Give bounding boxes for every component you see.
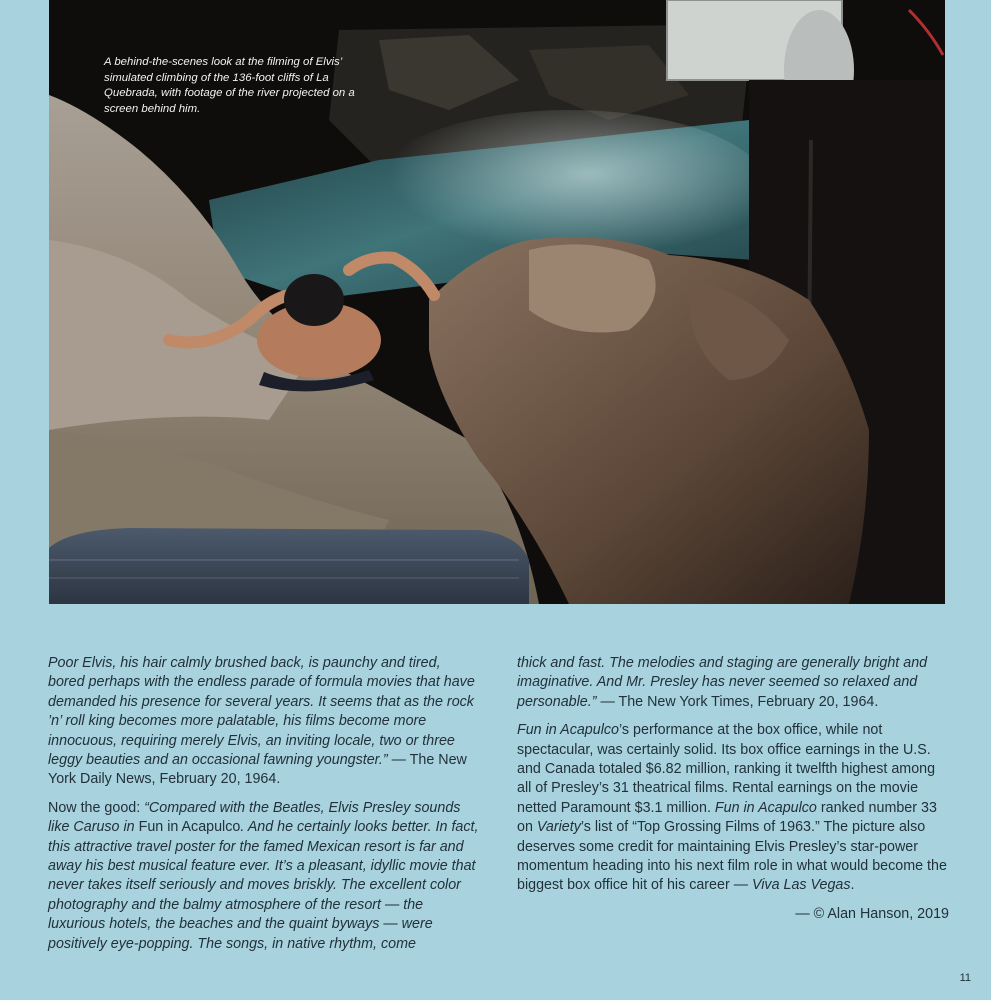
times-quote-part-b: . And he certainly looks better. In fact, this attractive travel poster for the famed Mexican resort is far and away his best musical feature ever. It’s a pleasant, idyllic movie that never takes itself seriously and moves briskly. The excellent color photography and the balmy atmosphere of the resort — the luxurious hotels, the beaches and the quaint byways — were positively eye-popping. The songs, in native rhythm, come xyxy=(48,819,479,952)
magazine-title: Variety xyxy=(536,819,581,836)
film-title-a: Fun in Acapulco xyxy=(517,722,619,739)
left-paragraph-1 xyxy=(48,654,480,790)
film-title-c: Viva Las Vegas xyxy=(751,877,851,894)
photo-caption: A behind-the-scenes look at the filming of Elvis’ simulated climbing of the 136-foot cliffs of La Quebrada, with footage of the river projected on a screen behind him. xyxy=(104,56,355,115)
box-office-text-c: ’s list of “Top Grossing Films of 1963.” The picture also deserves some credit for maintaining Elvis Presley’s star-power momentum heading into his next film role in what would become the biggest box office hit of his career — xyxy=(517,819,947,894)
box-office-text-a: ’s performance at the box office, while not spectacular, was certainly solid. Its box office earnings in the U.S. and Canada totaled $6.82 million, ranking it twelfth highest among all of Presley’s 31 theatrical films. Rental earnings on the movie netted Paramount $3.1 million. xyxy=(517,722,936,816)
times-source: — The New York Times, February 20, 1964. xyxy=(596,693,879,710)
article-column-right xyxy=(517,654,949,933)
daily-news-source: — The New York Daily News, February 20, 1964. xyxy=(48,752,467,788)
daily-news-quote: Poor Elvis, his hair calmly brushed back, is paunchy and tired, bored perhaps with the endless parade of formula movies that have demanded his presence for several years. It seems that as the rock ’n’ roll king becomes more palatable, his films become more innocuous, requiring merely Elvis, an inviting locale, two or three leggy beauties and an occasional fawning youngster.” xyxy=(48,655,475,769)
author-signature: — © Alan Hanson, 2019 xyxy=(795,905,949,922)
right-paragraph-1 xyxy=(517,654,949,712)
times-quote-part-a: “Compared with the Beatles, Elvis Presley sounds like Caruso in xyxy=(48,799,461,836)
box-office-text-d: . xyxy=(850,877,855,894)
article-column-left xyxy=(48,654,480,963)
film-title-inline: Fun in Acapulco xyxy=(138,819,241,836)
page-number: 11 xyxy=(959,972,971,984)
times-quote-continued: thick and fast. The melodies and staging are generally bright and imaginative. And Mr. Presley has never seemed so relaxed and personable.” xyxy=(517,655,928,710)
behind-the-scenes-photo xyxy=(49,0,945,604)
left-paragraph-2 xyxy=(48,799,480,954)
box-office-text-b: ranked number 33 on xyxy=(517,799,937,836)
now-the-good-lead: Now the good: xyxy=(48,799,145,816)
right-paragraph-2 xyxy=(517,721,949,896)
film-title-b: Fun in Acapulco xyxy=(714,799,817,816)
